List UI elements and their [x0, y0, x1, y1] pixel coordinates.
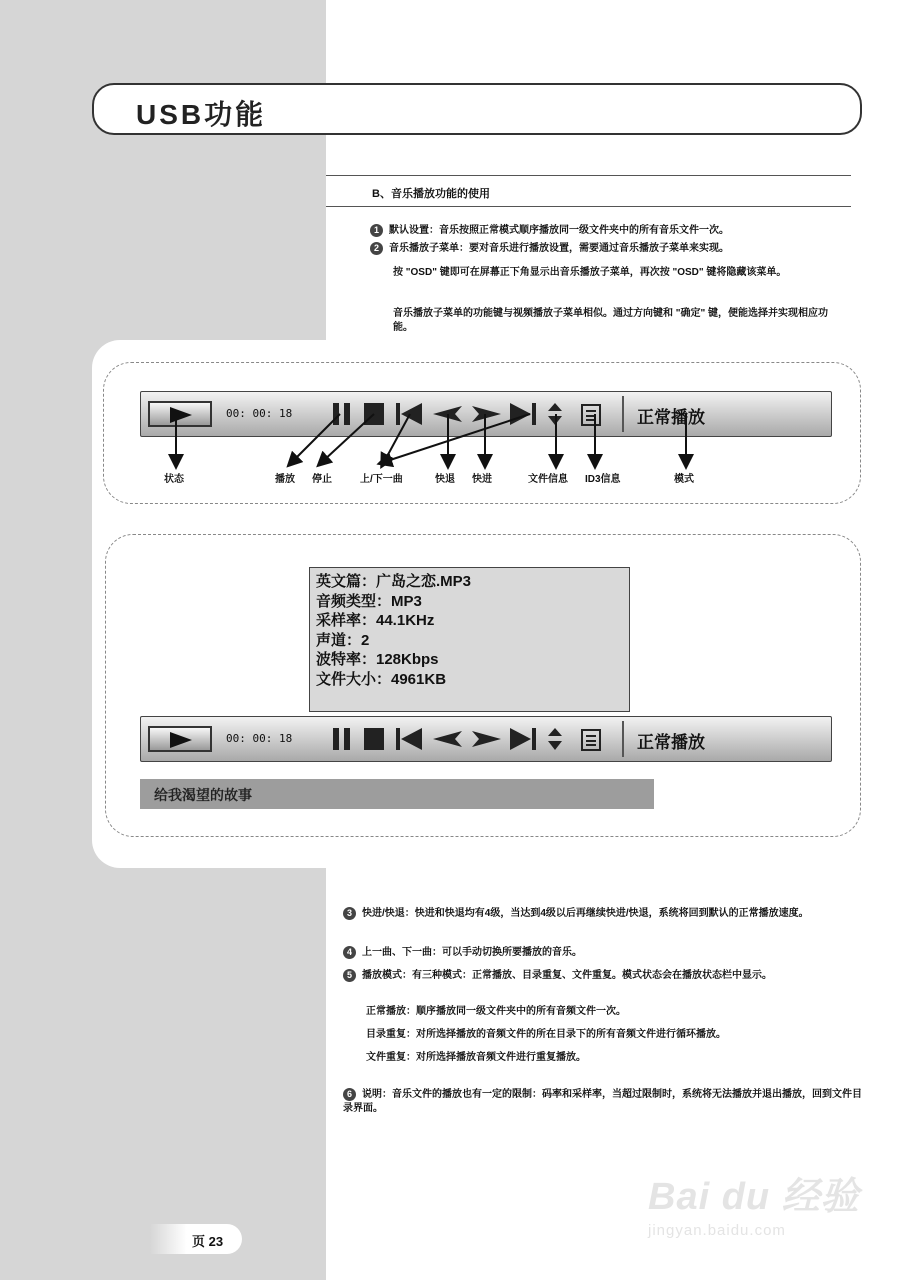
- playback-mode: 正常播放: [637, 733, 705, 752]
- label-forward: 快进: [472, 474, 492, 485]
- page-number-tab: [150, 1224, 242, 1254]
- number-badge: 5: [343, 969, 356, 982]
- number-badge: 1: [370, 224, 383, 237]
- up-down-icon[interactable]: [547, 727, 563, 751]
- watermark-brand: Bai du 经验: [648, 1176, 860, 1218]
- mode-text: 对所选择播放音频文件进行重复播放。: [416, 1052, 586, 1063]
- label-id3: ID3信息: [585, 474, 621, 485]
- label-play: 播放: [275, 474, 295, 485]
- separator: [622, 721, 624, 757]
- number-badge: 6: [343, 1088, 356, 1101]
- page-title: USB功能: [136, 99, 267, 130]
- playback-time: 00: 00: 18: [226, 407, 293, 420]
- document-info-icon[interactable]: [579, 727, 603, 751]
- play-state-button[interactable]: [148, 726, 212, 752]
- info-filename: 英文篇：广岛之恋.MP3: [316, 573, 472, 590]
- mode-dir-repeat: [366, 1028, 861, 1042]
- fast-forward-icon[interactable]: [471, 727, 501, 751]
- mode-normal: [366, 1005, 861, 1019]
- note-5: [343, 969, 863, 983]
- number-badge: 3: [343, 907, 356, 920]
- playback-mode: 正常播放: [637, 408, 705, 427]
- next-track-icon[interactable]: [509, 727, 537, 751]
- play-icon: [170, 732, 192, 748]
- note-6: [343, 1088, 863, 1116]
- item-text: 音乐播放子菜单：要对音乐进行播放设置，需要通过音乐播放子菜单来实现。: [389, 243, 729, 255]
- label-file-info: 文件信息: [528, 474, 568, 485]
- music-player-bar-2: [140, 716, 832, 762]
- pause-icon[interactable]: [332, 727, 352, 751]
- label-prev-next: 上/下一曲: [360, 474, 403, 485]
- note-3: [343, 907, 863, 921]
- label-mode: 模式: [674, 474, 694, 485]
- mode-file-repeat: [366, 1051, 861, 1065]
- rewind-icon[interactable]: [433, 727, 463, 751]
- page-number: 页 23: [192, 1234, 224, 1249]
- watermark: [648, 1165, 860, 1239]
- note-text: 快进/快退：快进和快退均有4级，当达到4级以后再继续快进/快退，系统将回到默认的正常播放速度。: [362, 908, 809, 920]
- song-title-bar: [140, 779, 654, 809]
- song-title: 给我渴望的故事: [154, 787, 252, 803]
- stop-icon[interactable]: [363, 727, 385, 751]
- paragraph-osd: 按 "OSD" 键即可在屏幕正下角显示出音乐播放子菜单，再次按 "OSD" 键将隐藏该菜单。: [393, 267, 787, 278]
- watermark-url: jingyan.baidu.com: [648, 1222, 786, 1239]
- note-text: 说明：音乐文件的播放也有一定的限制：码率和采样率，当超过限制时，系统将无法播放并退出播放，回到文件目录界面。: [343, 1089, 862, 1115]
- note-text: 播放模式：有三种模式：正常播放、目录重复、文件重复。模式状态会在播放状态栏中显示。: [362, 970, 772, 982]
- file-info-panel: [309, 567, 630, 712]
- mode-label: 正常播放：: [366, 1006, 416, 1017]
- info-sample-rate: 采样率：44.1KHz: [316, 612, 435, 629]
- info-bitrate: 波特率：128Kbps: [316, 651, 439, 668]
- number-badge: 4: [343, 946, 356, 959]
- info-audio-type: 音频类型：MP3: [316, 592, 422, 610]
- info-file-size: 文件大小：4961KB: [316, 670, 447, 688]
- number-badge: 2: [370, 242, 383, 255]
- label-state: 状态: [164, 474, 184, 485]
- info-channels: 声道：2: [316, 631, 370, 649]
- mode-text: 对所选择播放的音频文件的所在目录下的所有音频文件进行循环播放。: [416, 1029, 726, 1040]
- item-text: 默认设置：音乐按照正常模式顺序播放同一级文件夹中的所有音乐文件一次。: [389, 225, 729, 237]
- note-4: [343, 946, 863, 960]
- mode-label: 文件重复：: [366, 1052, 416, 1063]
- label-rewind: 快退: [435, 474, 455, 485]
- label-stop: 停止: [312, 474, 332, 485]
- playback-time: 00: 00: 18: [226, 732, 293, 745]
- mode-label: 目录重复：: [366, 1029, 416, 1040]
- section-title: B、音乐播放功能的使用: [372, 188, 490, 200]
- previous-track-icon[interactable]: [395, 727, 423, 751]
- paragraph-submenu: 音乐播放子菜单的功能键与视频播放子菜单相似。通过方向键和 "确定" 键，便能选择并实现相应功能。: [393, 308, 829, 333]
- mode-text: 顺序播放同一级文件夹中的所有音频文件一次。: [416, 1006, 626, 1017]
- note-text: 上一曲、下一曲：可以手动切换所要播放的音乐。: [362, 947, 582, 959]
